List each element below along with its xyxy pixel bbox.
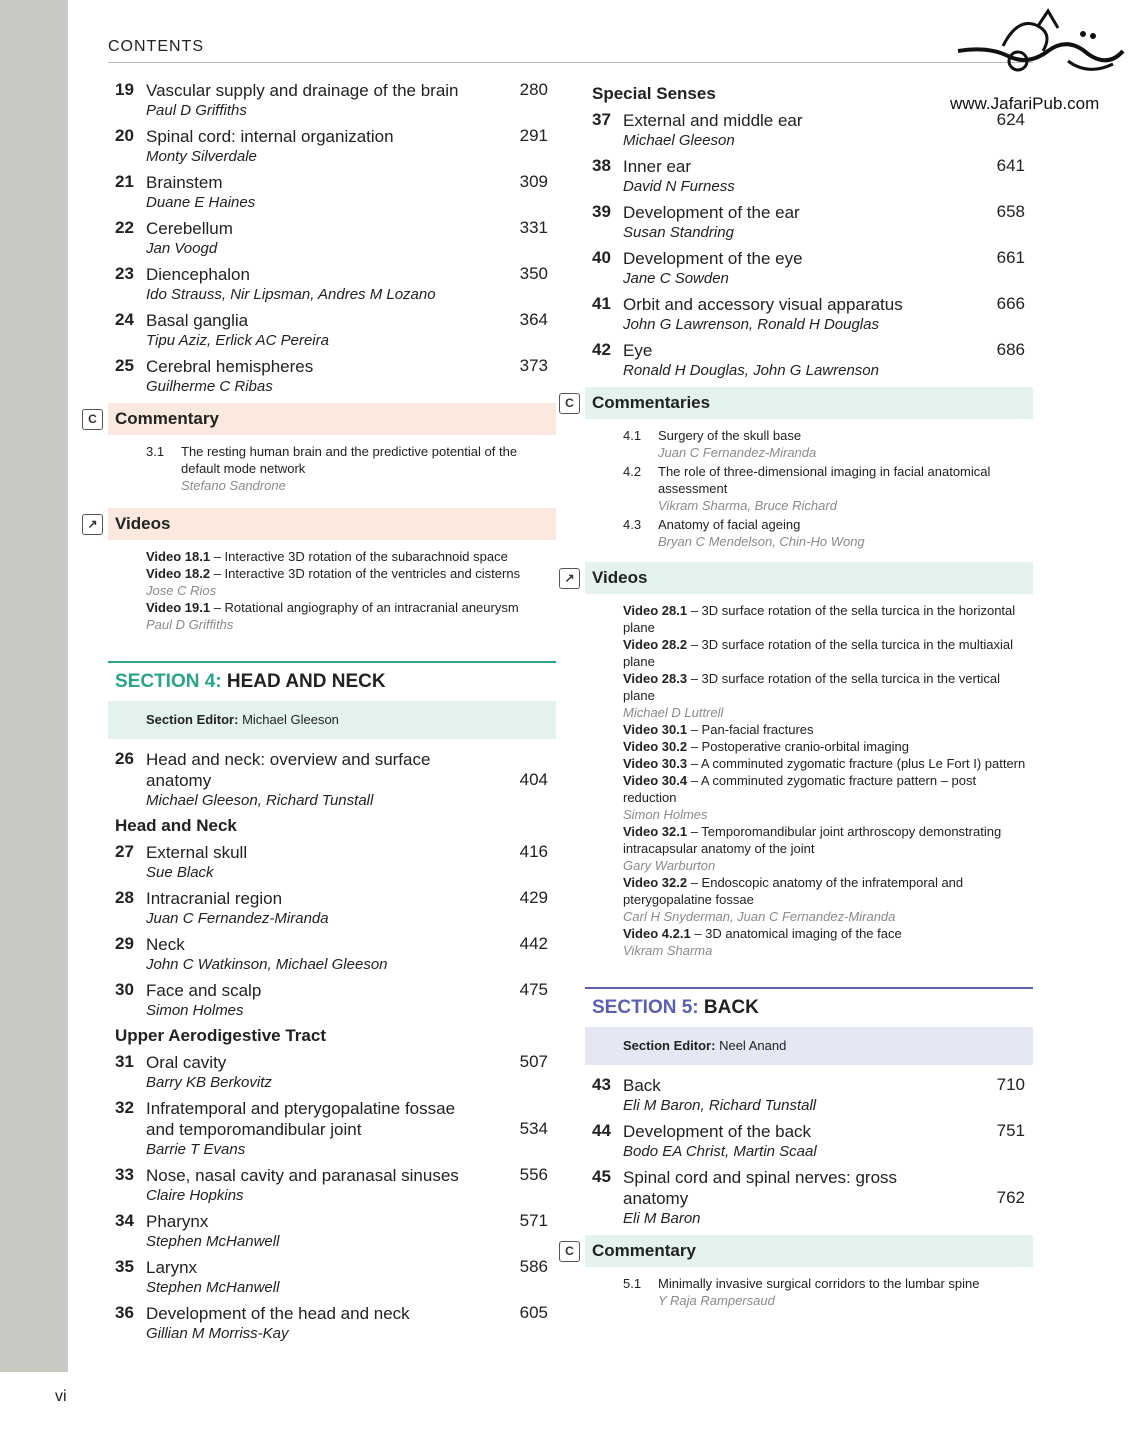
chapter-entry <box>585 1121 1033 1162</box>
chapter-number: 26 <box>115 749 134 768</box>
chapter-author: Michael Gleeson <box>623 132 735 149</box>
chapter-title: External skull <box>146 843 248 862</box>
videos-banner-right <box>564 562 1033 594</box>
video-text: – Endoscopic anatomy of the infratemporal and pterygopalatine fossae <box>623 875 964 907</box>
chapter-number: 32 <box>115 1098 134 1117</box>
logo-url: www.JafariPub.com <box>950 94 1100 113</box>
chapter-number: 31 <box>115 1052 134 1071</box>
chapter-page: 364 <box>519 310 548 329</box>
video-item <box>623 738 1033 755</box>
chapter-title: Spinal cord: internal organization <box>146 127 394 146</box>
chapter-entry <box>108 310 556 351</box>
chapter-author: Jane C Sowden <box>623 270 729 287</box>
video-text: – A comminuted zygomatic fracture pattern – post reduction <box>623 773 977 805</box>
subhead-head-neck: Head and Neck <box>115 816 237 835</box>
video-id: Video 19.1 <box>146 600 211 615</box>
video-author: Michael D Luttrell <box>623 705 724 720</box>
editor-label: Section Editor: <box>146 712 239 727</box>
video-text: – Postoperative cranio-orbital imaging <box>690 739 909 754</box>
video-id: Video 28.1 <box>623 603 688 618</box>
chapter-page: 666 <box>996 294 1025 313</box>
chapter-number: 19 <box>115 80 134 99</box>
chapter-page: 475 <box>519 980 548 999</box>
editor-name: Michael Gleeson <box>242 712 339 727</box>
videos-title: Videos <box>592 568 648 587</box>
video-id: Video 30.1 <box>623 722 688 737</box>
chapter-title: Cerebellum <box>146 219 233 238</box>
chapter-entry <box>585 110 1033 151</box>
commentary-title-text: The resting human brain and the predictive potential of the default mode network <box>181 444 518 476</box>
chapter-author: Barrie T Evans <box>146 1141 246 1158</box>
chapter-number: 35 <box>115 1257 134 1276</box>
chapter-title: Spinal cord and spinal nerves: gross anatomy <box>623 1168 898 1208</box>
chapter-page: 404 <box>519 770 548 789</box>
chapter-number: 29 <box>115 934 134 953</box>
chapter-entry <box>108 934 556 975</box>
commentary-number: 5.1 <box>623 1276 642 1291</box>
chapter-number: 24 <box>115 310 134 329</box>
video-id: Video 18.1 <box>146 549 211 564</box>
chapter-page: 556 <box>519 1165 548 1184</box>
chapter-title: Development of the ear <box>623 203 800 222</box>
video-author: Jose C Rios <box>146 583 217 598</box>
chapter-author: Duane E Haines <box>146 194 256 211</box>
commentary-author: Stefano Sandrone <box>181 478 286 493</box>
video-text: – 3D surface rotation of the sella turcica in the multiaxial plane <box>623 637 1013 669</box>
chapter-page: 710 <box>996 1075 1025 1094</box>
chapter-page: 586 <box>519 1257 548 1276</box>
chapter-entry <box>108 1257 556 1298</box>
video-item <box>146 565 556 582</box>
chapter-author: Eli M Baron, Richard Tunstall <box>623 1097 817 1114</box>
chapter-title: Development of the back <box>623 1122 812 1141</box>
video-item <box>623 772 1033 806</box>
chapter-title: Inner ear <box>623 157 692 176</box>
commentaries-banner <box>565 387 1033 419</box>
chapter-author: Bodo EA Christ, Martin Scaal <box>623 1143 817 1160</box>
chapter-page: 350 <box>519 264 548 283</box>
video-list <box>108 548 556 633</box>
video-id: Video 30.3 <box>623 756 688 771</box>
video-list <box>585 602 1033 959</box>
video-author: Simon Holmes <box>623 807 708 822</box>
chapter-title: Brainstem <box>146 173 223 192</box>
chapter-page: 416 <box>519 842 548 861</box>
video-id: Video 18.2 <box>146 566 211 581</box>
video-item <box>623 721 1033 738</box>
section-4-label: SECTION 4: <box>115 671 222 692</box>
section-5-header <box>585 987 1033 1027</box>
chapter-author: Tipu Aziz, Erlick AC Pereira <box>146 332 329 349</box>
chapter-author: Juan C Fernandez-Miranda <box>146 910 329 927</box>
subhead-special-senses: Special Senses <box>592 84 716 103</box>
chapter-entry <box>108 264 556 305</box>
chapter-title: Basal ganglia <box>146 311 249 330</box>
commentaries-title: Commentaries <box>592 393 711 412</box>
section-4-header <box>108 661 556 701</box>
chapter-author: Stephen McHanwell <box>146 1233 280 1250</box>
chapter-page: 442 <box>519 934 548 953</box>
chapter-title: Vascular supply and drainage of the brain <box>146 81 459 100</box>
video-item <box>623 823 1033 857</box>
chapter-number: 39 <box>592 202 611 221</box>
chapter-title: Eye <box>623 341 653 360</box>
video-id: Video 4.2.1 <box>623 926 691 941</box>
chapter-author: Eli M Baron <box>623 1210 701 1227</box>
video-item <box>623 670 1033 704</box>
chapter-number: 25 <box>115 356 134 375</box>
chapter-author: Michael Gleeson, Richard Tunstall <box>146 792 374 809</box>
chapter-page: 331 <box>519 218 548 237</box>
chapter-author: Simon Holmes <box>146 1002 244 1019</box>
chapter-entry <box>585 248 1033 289</box>
video-text: – Interactive 3D rotation of the ventricles and cisterns <box>213 566 521 581</box>
chapter-number: 20 <box>115 126 134 145</box>
chapter-entry <box>108 126 556 167</box>
chapter-page: 641 <box>996 156 1025 175</box>
video-text: – Rotational angiography of an intracranial aneurysm <box>213 600 519 615</box>
video-text: – Pan-facial fractures <box>690 722 814 737</box>
chapter-page: 373 <box>519 356 548 375</box>
chapter-number: 34 <box>115 1211 134 1230</box>
video-author: Vikram Sharma <box>623 943 713 958</box>
chapter-page: 661 <box>996 248 1025 267</box>
chapter-page: 507 <box>519 1052 548 1071</box>
chapter-number: 23 <box>115 264 134 283</box>
video-item <box>623 602 1033 636</box>
chapter-title: Diencephalon <box>146 265 250 284</box>
videos-title: Videos <box>115 514 171 533</box>
video-text: – 3D anatomical imaging of the face <box>694 926 902 941</box>
section-5-title: BACK <box>703 997 759 1018</box>
chapter-entry <box>108 80 556 121</box>
video-item <box>623 874 1033 908</box>
chapter-author: David N Furness <box>623 178 735 195</box>
video-icon: ↗ <box>82 514 103 535</box>
commentary-number: 4.3 <box>623 517 642 532</box>
chapter-number: 21 <box>115 172 134 191</box>
video-id: Video 30.2 <box>623 739 688 754</box>
chapter-author: Ronald H Douglas, John G Lawrenson <box>623 362 879 379</box>
chapter-number: 33 <box>115 1165 134 1184</box>
chapter-title: External and middle ear <box>623 111 803 130</box>
chapter-number: 27 <box>115 842 134 861</box>
chapter-entry <box>108 1211 556 1252</box>
commentary-icon: C <box>82 409 103 430</box>
chapter-page: 429 <box>519 888 548 907</box>
section-5-editor <box>585 1027 1033 1065</box>
commentary-number: 3.1 <box>146 444 165 459</box>
chapter-author: John C Watkinson, Michael Gleeson <box>146 956 388 973</box>
commentary-icon: C <box>559 1241 580 1262</box>
chapter-number: 40 <box>592 248 611 267</box>
chapter-entry <box>585 202 1033 243</box>
chapter-page: 291 <box>519 126 548 145</box>
right-column <box>564 80 1033 1311</box>
commentary-item <box>585 1275 1033 1309</box>
commentary-item <box>585 427 1033 461</box>
videos-banner <box>87 508 556 540</box>
chapter-page: 762 <box>996 1188 1025 1207</box>
chapter-number: 42 <box>592 340 611 359</box>
commentary-author: Y Raja Rampersaud <box>658 1293 775 1308</box>
calligraphy-logo-icon <box>948 6 1128 91</box>
chapter-author: Paul D Griffiths <box>146 102 247 119</box>
chapter-entry <box>585 294 1033 335</box>
video-icon: ↗ <box>559 568 580 589</box>
chapter-number: 22 <box>115 218 134 237</box>
chapter-page: 605 <box>519 1303 548 1322</box>
video-item <box>146 599 556 616</box>
chapter-entry <box>108 218 556 259</box>
chapter-title: Oral cavity <box>146 1053 227 1072</box>
section-4-editor <box>108 701 556 739</box>
chapter-number: 44 <box>592 1121 611 1140</box>
chapter-title: Intracranial region <box>146 889 283 908</box>
commentary-title-text: Minimally invasive surgical corridors to the lumbar spine <box>658 1276 980 1291</box>
video-item <box>623 755 1033 772</box>
chapter-title: Infratemporal and pterygopalatine fossae and temporomandibular joint <box>146 1099 456 1139</box>
video-author: Gary Warburton <box>623 858 716 873</box>
chapter-entry <box>108 980 556 1021</box>
video-author: Carl H Snyderman, Juan C Fernandez-Miranda <box>623 909 896 924</box>
chapter-author: Claire Hopkins <box>146 1187 244 1204</box>
section-5-label: SECTION 5: <box>592 997 699 1018</box>
section-4-title: HEAD AND NECK <box>226 671 386 692</box>
video-item <box>623 636 1033 670</box>
commentary-title: Commentary <box>115 409 219 428</box>
subhead-upper-aerodigestive: Upper Aerodigestive Tract <box>115 1026 326 1045</box>
chapter-title: Orbit and accessory visual apparatus <box>623 295 903 314</box>
chapter-page: 658 <box>996 202 1025 221</box>
chapter-author: Susan Standring <box>623 224 734 241</box>
editor-label: Section Editor: <box>623 1038 716 1053</box>
video-item <box>146 548 556 565</box>
contents-label: CONTENTS <box>108 38 204 55</box>
chapter-entry <box>108 356 556 397</box>
chapter-entry <box>108 172 556 213</box>
chapter-number: 41 <box>592 294 611 313</box>
chapter-entry <box>585 1075 1033 1116</box>
chapter-title: Pharynx <box>146 1212 209 1231</box>
chapter-page: 624 <box>996 110 1025 129</box>
chapter-title: Development of the eye <box>623 249 803 268</box>
commentary-number: 4.1 <box>623 428 642 443</box>
chapter-page: 534 <box>519 1119 548 1138</box>
chapter-page: 686 <box>996 340 1025 359</box>
chapter-title: Nose, nasal cavity and paranasal sinuses <box>146 1166 459 1185</box>
chapter-author: Ido Strauss, Nir Lipsman, Andres M Lozano <box>146 286 436 303</box>
commentary-number: 4.2 <box>623 464 642 479</box>
chapter-number: 28 <box>115 888 134 907</box>
chapter-author: Guilherme C Ribas <box>146 378 273 395</box>
chapter-entry <box>585 1167 1033 1229</box>
chapter-page: 571 <box>519 1211 548 1230</box>
commentary-title: Commentary <box>592 1241 696 1260</box>
chapter-number: 30 <box>115 980 134 999</box>
chapter-entry <box>108 1098 556 1160</box>
top-rule <box>108 62 1033 63</box>
left-column <box>87 80 556 1349</box>
commentary-author: Vikram Sharma, Bruce Richard <box>658 498 837 513</box>
commentary-title-text: Anatomy of facial ageing <box>658 517 801 532</box>
page-number: vi <box>55 1388 67 1405</box>
chapter-page: 751 <box>996 1121 1025 1140</box>
chapter-title: Head and neck: overview and surface anatomy <box>146 750 431 790</box>
chapter-title: Back <box>623 1076 661 1095</box>
editor-name: Neel Anand <box>719 1038 787 1053</box>
video-text: – Interactive 3D rotation of the subarachnoid space <box>213 549 508 564</box>
video-id: Video 32.1 <box>623 824 688 839</box>
chapter-author: Monty Silverdale <box>146 148 257 165</box>
chapter-entry <box>585 156 1033 197</box>
commentary-author: Juan C Fernandez-Miranda <box>658 445 817 460</box>
video-text: – 3D surface rotation of the sella turcica in the vertical plane <box>623 671 1000 703</box>
chapter-author: Sue Black <box>146 864 214 881</box>
chapter-entry <box>108 1052 556 1093</box>
video-id: Video 32.2 <box>623 875 688 890</box>
chapter-author: Stephen McHanwell <box>146 1279 280 1296</box>
chapter-entry <box>108 888 556 929</box>
chapter-entry <box>108 842 556 883</box>
video-text: – Temporomandibular joint arthroscopy demonstrating intracapsular anatomy of the joint <box>623 824 1002 856</box>
chapter-number: 36 <box>115 1303 134 1322</box>
chapter-page: 309 <box>519 172 548 191</box>
chapter-title: Development of the head and neck <box>146 1304 410 1323</box>
chapter-entry <box>585 340 1033 381</box>
commentary-title-text: The role of three-dimensional imaging in facial anatomical assessment <box>658 464 991 496</box>
chapter-number: 37 <box>592 110 611 129</box>
chapter-author: Jan Voogd <box>146 240 218 257</box>
video-id: Video 30.4 <box>623 773 688 788</box>
video-item <box>623 925 1033 942</box>
video-author: Paul D Griffiths <box>146 617 234 632</box>
chapter-author: Barry KB Berkovitz <box>146 1074 272 1091</box>
video-id: Video 28.2 <box>623 637 688 652</box>
chapter-author: John G Lawrenson, Ronald H Douglas <box>623 316 879 333</box>
chapter-title: Neck <box>146 935 185 954</box>
commentary-item <box>585 516 1033 550</box>
chapter-number: 38 <box>592 156 611 175</box>
chapter-entry <box>108 749 556 811</box>
chapter-entry <box>108 1165 556 1206</box>
chapter-number: 45 <box>592 1167 611 1186</box>
chapter-author: Gillian M Morriss-Kay <box>146 1325 289 1342</box>
chapter-entry <box>108 1303 556 1344</box>
commentary-title-text: Surgery of the skull base <box>658 428 802 443</box>
chapter-number: 43 <box>592 1075 611 1094</box>
video-text: – 3D surface rotation of the sella turcica in the horizontal plane <box>623 603 1016 635</box>
commentary-item <box>585 463 1033 514</box>
chapter-title: Larynx <box>146 1258 198 1277</box>
chapter-title: Cerebral hemispheres <box>146 357 314 376</box>
margin-strip <box>0 0 68 1372</box>
commentary-banner-right <box>565 1235 1033 1267</box>
chapter-page: 280 <box>519 80 548 99</box>
commentary-item <box>108 443 556 494</box>
video-text: – A comminuted zygomatic fracture (plus Le Fort I) pattern <box>690 756 1026 771</box>
video-id: Video 28.3 <box>623 671 688 686</box>
commentary-icon: C <box>559 393 580 414</box>
chapter-title: Face and scalp <box>146 981 262 1000</box>
commentary-author: Bryan C Mendelson, Chin-Ho Wong <box>658 534 865 549</box>
commentary-banner <box>88 403 556 435</box>
